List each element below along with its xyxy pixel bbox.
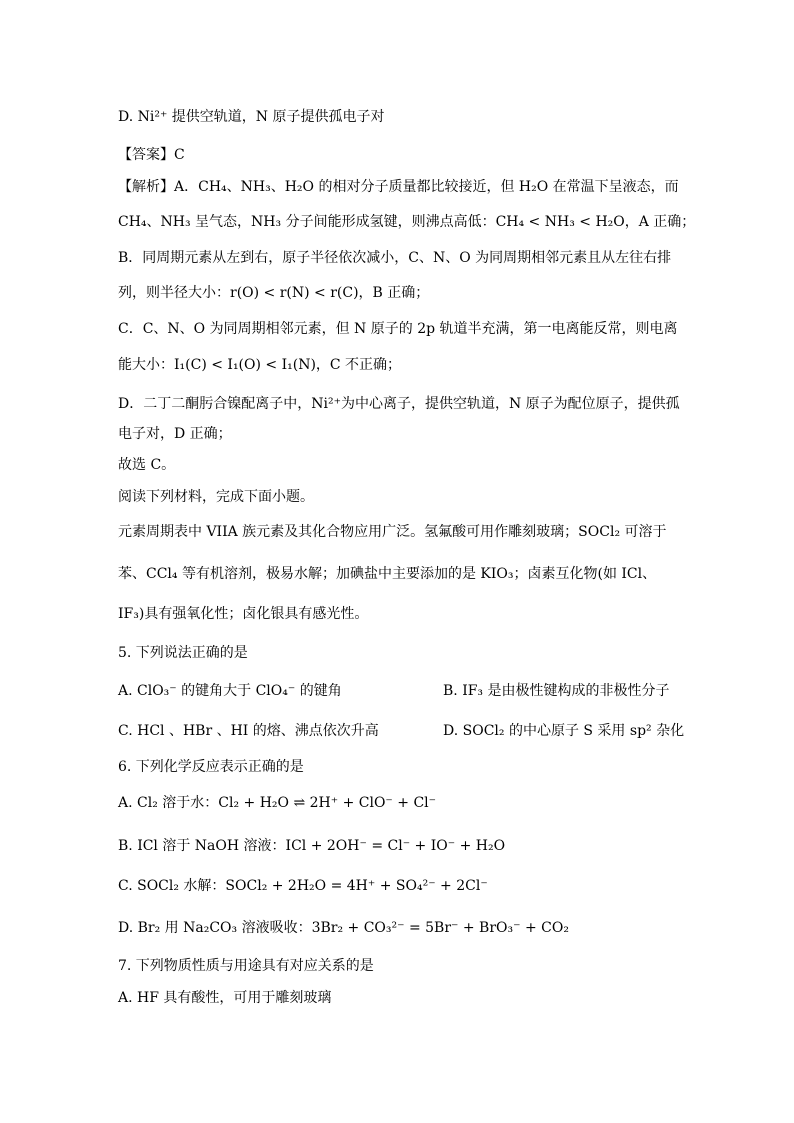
question-5: 5. 下列说法正确的是 [118, 645, 248, 661]
q6-option-d: D. Br₂ 用 Na₂CO₃ 溶液吸收：3Br₂ + CO₃²⁻ = 5Br⁻ + BrO₃⁻ + CO₂ [118, 920, 569, 936]
material-line-2: 苯、CCl₄ 等有机溶剂，极易水解；加碘盐中主要添加的是 KIO₃；卤素互化物(如 ICl、 [118, 566, 657, 582]
analysis-line-5: C．C、N、O 为同周期相邻元素，但 N 原子的 2p 轨道半充满，第一电离能反常，则电离 [118, 321, 678, 337]
q5-option-c: C. HCl 、HBr 、HI 的熔、沸点依次升高 [118, 723, 379, 739]
q6-option-c: C. SOCl₂ 水解：SOCl₂ + 2H₂O = 4H⁺ + SO₄²⁻ + 2Cl⁻ [118, 878, 488, 894]
q6-option-a: A. Cl₂ 溶于水：Cl₂ + H₂O ⇌ 2H⁺ + ClO⁻ + Cl⁻ [118, 795, 437, 811]
analysis-line-4: 列，则半径大小：r(O) < r(N) < r(C)，B 正确； [118, 285, 430, 301]
analysis-line-2: CH₄、NH₃ 呈气态，NH₃ 分子间能形成氢键，则沸点高低：CH₄ < NH₃ < H₂O，A 正确； [118, 214, 696, 230]
q7-option-a: A. HF 具有酸性，可用于雕刻玻璃 [118, 990, 332, 1006]
analysis-line-3: B．同周期元素从左到右，原子半径依次减小，C、N、O 为同周期相邻元素且从左往右排 [118, 250, 672, 266]
material-line-3: IF₃)具有强氧化性；卤化银具有感光性。 [118, 606, 369, 622]
q6-option-b: B. ICl 溶于 NaOH 溶液：ICl + 2OH⁻ = Cl⁻ + IO⁻ + H₂O [118, 838, 506, 854]
analysis-line-1: 【解析】A．CH₄、NH₃、H₂O 的相对分子质量都比较接近，但 H₂O 在常温下呈液态，而 [118, 179, 679, 195]
analysis-line-7: D．二丁二酮肟合镍配离子中，Ni²⁺为中心离子，提供空轨道，N 原子为配位原子，提供孤 [118, 396, 680, 412]
q5-option-d: D. SOCl₂ 的中心原子 S 采用 sp² 杂化 [443, 723, 685, 739]
q5-option-a: A. ClO₃⁻ 的键角大于 ClO₄⁻ 的键角 [118, 683, 342, 699]
conclusion: 故选 C。 [118, 457, 176, 473]
q5-option-b: B. IF₃ 是由极性键构成的非极性分子 [443, 683, 670, 699]
answer-label: 【答案】C [118, 147, 185, 163]
analysis-line-8: 电子对，D 正确； [118, 426, 232, 442]
reading-instruction: 阅读下列材料，完成下面小题。 [118, 489, 314, 505]
question-6: 6. 下列化学反应表示正确的是 [118, 759, 304, 775]
material-line-1: 元素周期表中 VIIA 族元素及其化合物应用广泛。氢氟酸可用作雕刻玻璃；SOCl₂ 可溶于 [118, 524, 667, 540]
analysis-line-6: 能大小：I₁(C) < I₁(O) < I₁(N)，C 不正确； [118, 357, 402, 373]
option-d-q4: D. Ni²⁺ 提供空轨道，N 原子提供孤电子对 [118, 109, 385, 125]
question-7: 7. 下列物质性质与用途具有对应关系的是 [118, 958, 374, 974]
